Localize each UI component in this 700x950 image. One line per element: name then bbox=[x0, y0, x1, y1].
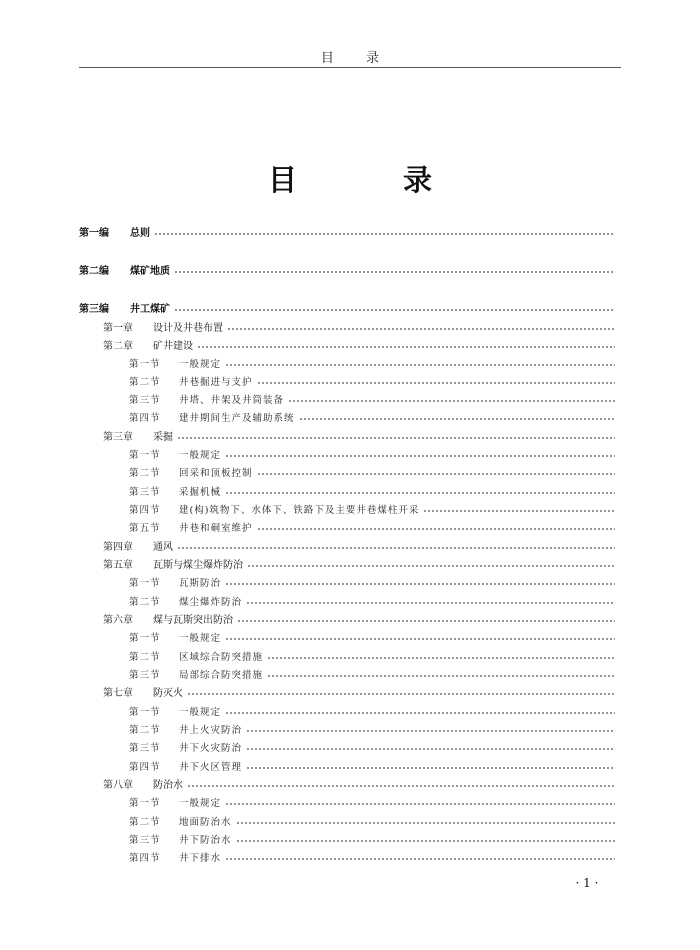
toc-entry-title: 采掘 bbox=[153, 432, 173, 443]
toc-entry-title: 采掘机械 bbox=[179, 487, 222, 498]
toc-entry-number: 第三节 bbox=[129, 835, 161, 846]
toc-entry-section bbox=[129, 759, 615, 777]
toc-entry-section bbox=[129, 667, 615, 685]
dot-leader bbox=[236, 839, 615, 843]
toc-entry-number: 第二节 bbox=[129, 817, 161, 828]
dot-leader bbox=[225, 582, 615, 586]
dot-leader bbox=[225, 454, 615, 458]
toc-entry-section bbox=[129, 575, 615, 593]
toc-entry-chapter bbox=[103, 557, 615, 575]
toc-entry-number: 第一节 bbox=[129, 359, 161, 370]
toc-entry-title: 一般规定 bbox=[179, 359, 222, 370]
toc-entry-title: 矿井建设 bbox=[153, 341, 193, 352]
toc-entry-title: 防灭火 bbox=[153, 688, 183, 699]
toc-entry-chapter bbox=[103, 429, 615, 447]
dot-leader bbox=[225, 637, 615, 641]
toc-entry-number: 第二节 bbox=[129, 725, 161, 736]
toc-entry-section bbox=[129, 740, 615, 758]
toc-entry-title: 建井期间生产及辅助系统 bbox=[179, 413, 295, 424]
toc-entry-chapter bbox=[103, 685, 615, 703]
dot-leader bbox=[247, 564, 615, 568]
dot-leader bbox=[187, 692, 615, 696]
toc-entry-number: 第一节 bbox=[129, 633, 161, 644]
toc-entry-section bbox=[129, 502, 615, 520]
toc-entry-title: 井巷和硐室维护 bbox=[179, 523, 253, 534]
toc-entry-chapter bbox=[103, 338, 615, 356]
toc-entry-number: 第三节 bbox=[129, 395, 161, 406]
toc-entry-title: 局部综合防突措施 bbox=[179, 670, 264, 681]
dot-leader bbox=[237, 619, 615, 623]
toc-entry-section bbox=[129, 465, 615, 483]
dot-leader bbox=[288, 399, 615, 403]
toc-entry-number: 第八章 bbox=[103, 780, 133, 791]
toc-entry-title: 回采和顶板控制 bbox=[179, 468, 253, 479]
toc-entry-chapter bbox=[103, 320, 615, 338]
toc-entry-title: 井下排水 bbox=[179, 853, 222, 864]
dot-leader bbox=[177, 546, 615, 550]
toc-entry-title: 井下火区管理 bbox=[179, 762, 243, 773]
toc-entry-chapter bbox=[103, 612, 615, 630]
toc-entry-number: 第七章 bbox=[103, 688, 133, 699]
toc-entry-number: 第六章 bbox=[103, 615, 133, 626]
toc-entry-title: 通风 bbox=[153, 542, 173, 553]
toc-entry-part bbox=[79, 263, 615, 281]
toc-entry-section bbox=[129, 374, 615, 392]
toc-entry-title: 一般规定 bbox=[179, 633, 222, 644]
toc-entry-number: 第二节 bbox=[129, 468, 161, 479]
toc-entry-number: 第一编 bbox=[79, 228, 109, 239]
dot-leader bbox=[299, 417, 615, 421]
toc-entry-number: 第四节 bbox=[129, 762, 161, 773]
dot-leader bbox=[246, 747, 615, 751]
toc-entry-title: 井工煤矿 bbox=[130, 304, 170, 315]
toc-entry-number: 第二节 bbox=[129, 652, 161, 663]
toc-entry-title: 一般规定 bbox=[179, 707, 222, 718]
toc-entry-title: 设计及井巷布置 bbox=[153, 323, 223, 334]
dot-leader bbox=[225, 857, 615, 861]
toc-entry-number: 第二章 bbox=[103, 341, 133, 352]
page-title: 目 录 bbox=[267, 163, 481, 197]
toc-entry-number: 第一节 bbox=[129, 707, 161, 718]
dot-leader bbox=[225, 363, 615, 367]
running-head: 目 录 bbox=[320, 51, 394, 66]
toc-entry-number: 第三节 bbox=[129, 487, 161, 498]
dot-leader bbox=[227, 327, 615, 331]
toc-entry-number: 第五章 bbox=[103, 560, 133, 571]
dot-leader bbox=[177, 436, 615, 440]
dot-leader bbox=[257, 381, 615, 385]
toc-entry-title: 井巷掘进与支护 bbox=[179, 377, 253, 388]
toc-entry-section bbox=[129, 832, 615, 850]
dot-leader bbox=[236, 821, 615, 825]
dot-leader bbox=[267, 656, 615, 660]
toc-entry-number: 第三节 bbox=[129, 743, 161, 754]
dot-leader bbox=[257, 472, 615, 476]
toc-entry-chapter bbox=[103, 539, 615, 557]
toc-entry-title: 瓦斯防治 bbox=[179, 578, 222, 589]
toc-entry-title: 防治水 bbox=[153, 780, 183, 791]
toc-entry-section bbox=[129, 410, 615, 428]
toc-entry-section bbox=[129, 630, 615, 648]
toc-entry-section bbox=[129, 392, 615, 410]
toc-entry-number: 第三章 bbox=[103, 432, 133, 443]
toc-entry-number: 第一节 bbox=[129, 798, 161, 809]
toc-entry-title: 一般规定 bbox=[179, 450, 222, 461]
dot-leader bbox=[197, 345, 615, 349]
dot-leader bbox=[225, 711, 615, 715]
toc-entry-section bbox=[129, 649, 615, 667]
header-rule bbox=[79, 67, 621, 68]
toc-entry-section bbox=[129, 594, 615, 612]
toc-entry-title: 井上火灾防治 bbox=[179, 725, 243, 736]
toc-entry-title: 煤尘爆炸防治 bbox=[179, 597, 243, 608]
dot-leader bbox=[246, 729, 615, 733]
toc-entry-part bbox=[79, 301, 615, 319]
dot-leader bbox=[423, 509, 615, 513]
toc-entry-title: 煤与瓦斯突出防治 bbox=[153, 615, 233, 626]
toc-entry-number: 第一节 bbox=[129, 578, 161, 589]
toc-entry-title: 地面防治水 bbox=[179, 817, 232, 828]
dot-leader bbox=[154, 232, 615, 236]
toc-entry-title: 井下防治水 bbox=[179, 835, 232, 846]
page-number: · 1 · bbox=[575, 876, 599, 890]
toc-entry-title: 区域综合防突措施 bbox=[179, 652, 264, 663]
toc-entry-title: 煤矿地质 bbox=[130, 266, 170, 277]
toc-entry-section bbox=[129, 447, 615, 465]
toc-entry-chapter bbox=[103, 777, 615, 795]
toc-entry-title: 瓦斯与煤尘爆炸防治 bbox=[153, 560, 243, 571]
toc-entry-title: 一般规定 bbox=[179, 798, 222, 809]
toc-entry-title: 总则 bbox=[130, 228, 150, 239]
toc-entry-number: 第三编 bbox=[79, 304, 109, 315]
toc-entry-section bbox=[129, 356, 615, 374]
toc-entry-section bbox=[129, 850, 615, 868]
dot-leader bbox=[187, 784, 615, 788]
dot-leader bbox=[174, 270, 615, 274]
toc-entry-number: 第四节 bbox=[129, 853, 161, 864]
toc-entry-part bbox=[79, 225, 615, 243]
toc-entry-title: 井下火灾防治 bbox=[179, 743, 243, 754]
toc-entry-title: 井塔、井架及井筒装备 bbox=[179, 395, 285, 406]
dot-leader bbox=[267, 674, 615, 678]
dot-leader bbox=[174, 308, 615, 312]
toc-entry-section bbox=[129, 795, 615, 813]
toc-entry-section bbox=[129, 484, 615, 502]
toc-entry-number: 第五节 bbox=[129, 523, 161, 534]
toc-entry-section bbox=[129, 814, 615, 832]
dot-leader bbox=[225, 802, 615, 806]
toc-entry-number: 第四章 bbox=[103, 542, 133, 553]
toc-entry-title: 建(构)筑物下、水体下、铁路下及主要井巷煤柱开采 bbox=[179, 505, 420, 516]
toc-entry-number: 第二节 bbox=[129, 597, 161, 608]
toc-entry-section bbox=[129, 520, 615, 538]
toc-entry-number: 第一章 bbox=[103, 323, 133, 334]
dot-leader bbox=[246, 766, 615, 770]
toc-entry-section bbox=[129, 704, 615, 722]
toc-entry-number: 第三节 bbox=[129, 670, 161, 681]
toc-entry-number: 第二编 bbox=[79, 266, 109, 277]
dot-leader bbox=[246, 601, 615, 605]
dot-leader bbox=[257, 527, 615, 531]
toc-entry-number: 第二节 bbox=[129, 377, 161, 388]
toc-entry-number: 第一节 bbox=[129, 450, 161, 461]
dot-leader bbox=[225, 491, 615, 495]
toc-entry-number: 第四节 bbox=[129, 505, 161, 516]
toc-entry-section bbox=[129, 722, 615, 740]
toc-entry-number: 第四节 bbox=[129, 413, 161, 424]
